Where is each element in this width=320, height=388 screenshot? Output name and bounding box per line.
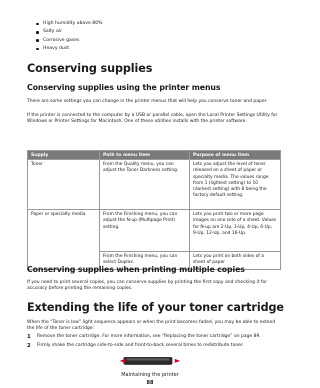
bullet-item: High humidity above 80% [36, 20, 103, 28]
step-number: 2 [27, 343, 31, 349]
bullet-item: Corrosive gases [36, 37, 103, 45]
table-cell: From the Finishing menu, you can adjust the N-up (Multipage Print) setting. [100, 210, 190, 252]
table-cell: Toner [28, 160, 100, 210]
table-cell: From the Quality menu, you can adjust the Toner Darkness setting. [100, 160, 190, 210]
toner-cartridge-shake-illustration [117, 352, 183, 370]
bullet-item: Salty air [36, 28, 103, 36]
footer-section-title: Maintaining the printer [121, 372, 179, 378]
conserving-supplies-heading: Conserving supplies [27, 62, 153, 75]
printer-menus-paragraph: If the printer is connected to the computer by a USB or parallel cable, open the Local Printer Settings Utility for Windows or Printer Settings for Macintosh. One of these utilities installs with the printer software. [27, 113, 278, 125]
printer-menus-intro: There are some settings you can change in the printer menus that will help you conserve toner and paper. [27, 99, 268, 104]
toner-life-paragraph: When the “Toner is low” light sequence appears or when the print becomes faded, you may be able to extend the life of the toner cartridge: [27, 320, 276, 332]
multiple-copies-paragraph: If you need to print several copies, you can conserve supplies by printing the first copy and checking it for accuracy before printing the remaining copies. [27, 280, 268, 292]
page-number: 88 [146, 380, 154, 386]
table-row [28, 210, 281, 252]
column-header-supply: Supply [28, 151, 100, 160]
step-text: Firmly shake the cartridge side-to-side and front-to-back several times to redistribute toner. [37, 343, 244, 348]
printer-menus-subheading: Conserving supplies using the printer menus [27, 83, 221, 92]
table-header-row [28, 151, 281, 160]
multiple-copies-heading: Conserving supplies when printing multiple copies [27, 265, 245, 274]
environment-bullet-list [36, 20, 103, 53]
toner-life-heading: Extending the life of your toner cartridge [27, 301, 284, 314]
table-cell: Paper or specialty media [28, 210, 100, 269]
bullet-item: Heavy dust [36, 45, 103, 53]
table-cell: Lets you print on both sides of a sheet of paper [190, 252, 281, 269]
column-header-path: Path to menu item [100, 151, 190, 160]
table-cell: From the Finishing menu, you can select Duplex. [100, 252, 190, 269]
supplies-table [27, 150, 281, 270]
table-cell: Lets you adjust the level of toner released on a sheet of paper or specialty media. The values range from 1 (lightest setting) to 10 (darkest setting) with 8 being the factory default setting. [190, 160, 281, 210]
step-text: Remove the toner cartridge. For more information, see “Replacing the toner cartridge” on page 89. [37, 334, 261, 339]
table-cell: Lets you print two or more page images on one side of a sheet. Values for N-up are 2-Up, 3-Up, 4-Up, 6-Up, 9-Up, 12-Up, and 16-Up. [190, 210, 281, 252]
table-row [28, 160, 281, 210]
column-header-purpose: Purpose of menu item [190, 151, 281, 160]
step-number: 1 [27, 334, 31, 340]
